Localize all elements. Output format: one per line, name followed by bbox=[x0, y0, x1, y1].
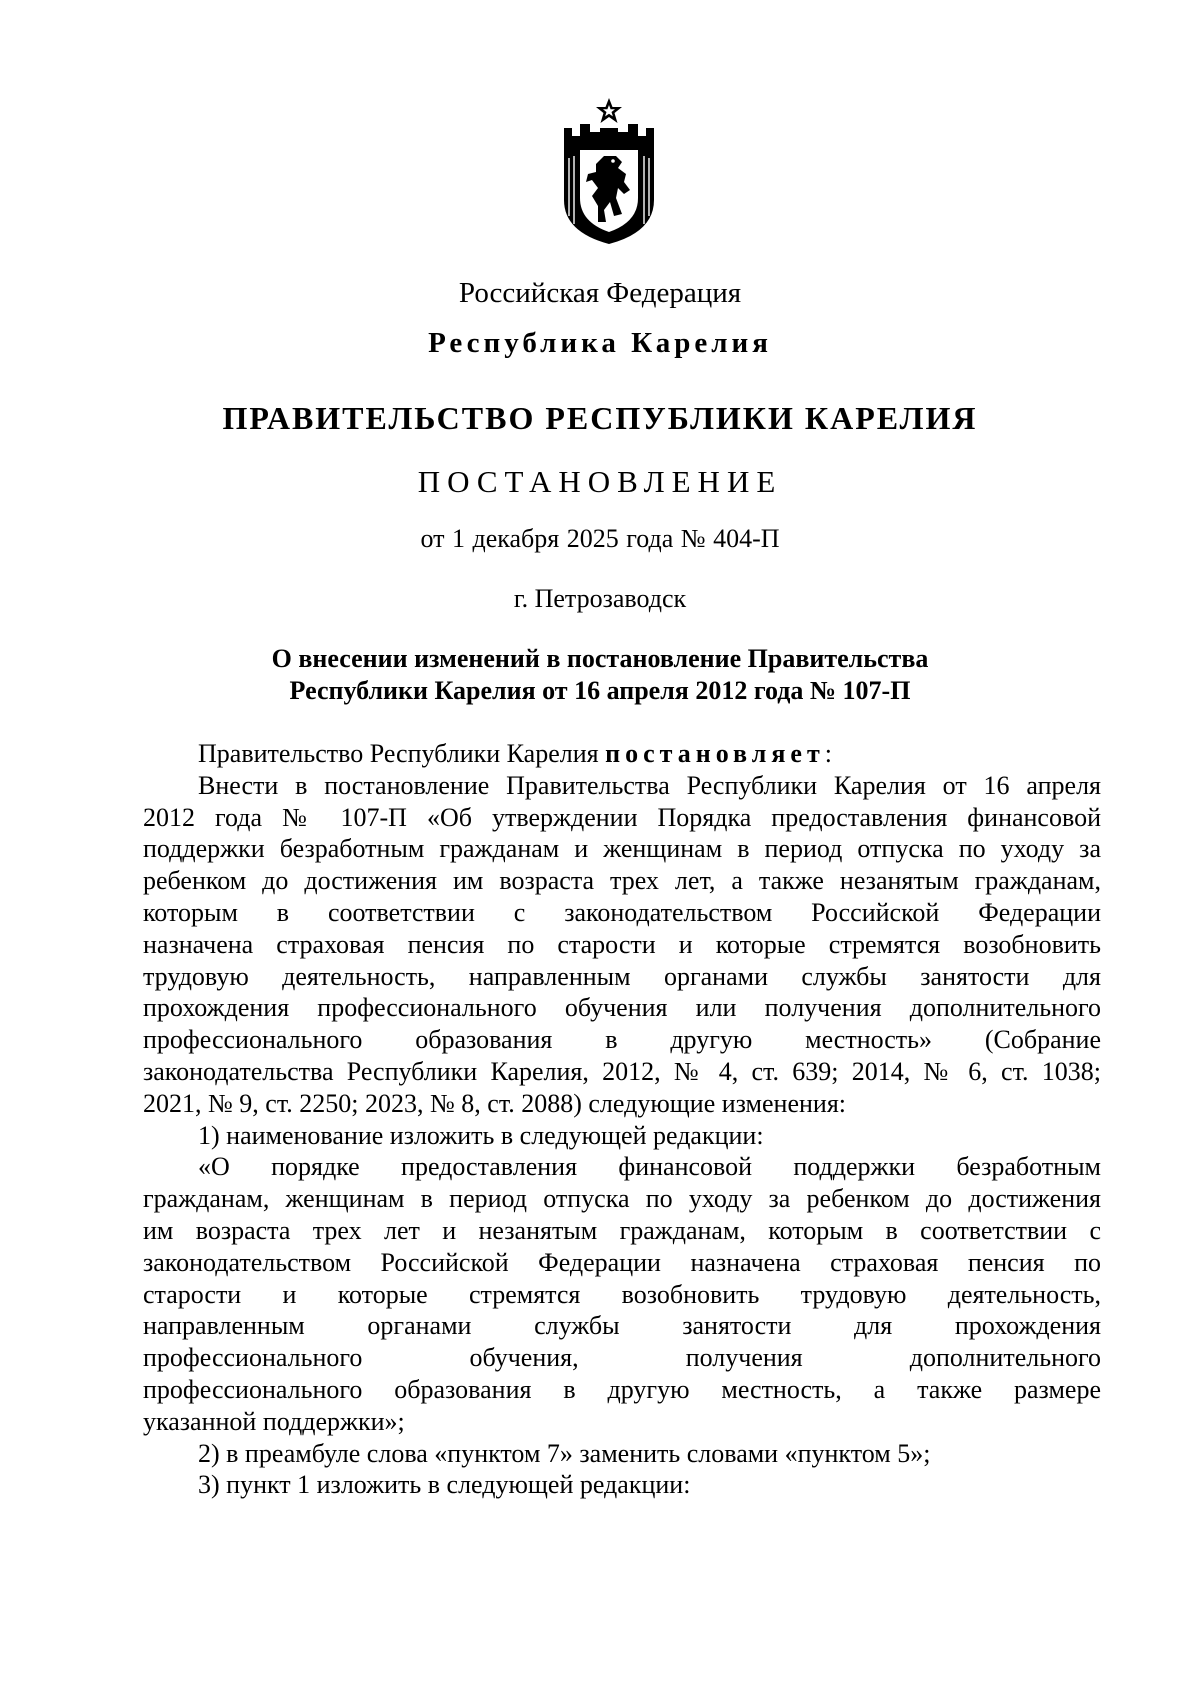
intro-emphasis: постановляет bbox=[605, 739, 825, 768]
body-line: Внести в постановление Правительства Республики Карелия от 16 апреля bbox=[198, 770, 1101, 800]
body-line: профессионального образования в другую местность» (Собрание bbox=[143, 1025, 1101, 1055]
intro-prefix: Правительство Республики Карелия bbox=[198, 739, 606, 768]
body-line: ребенком до достижения им возраста трех лет, а также незанятым гражданам, bbox=[143, 866, 1101, 896]
body-line: 1) наименование изложить в следующей редакции: bbox=[198, 1120, 764, 1150]
intro-line bbox=[143, 738, 1101, 770]
body-line: назначена страховая пенсия по старости и которые стремятся возобновить bbox=[143, 929, 1101, 959]
body-line: которым в соответствии с законодательством Российской Федерации bbox=[143, 897, 1101, 927]
document-city: г. Петрозаводск bbox=[513, 584, 687, 613]
intro-suffix: : bbox=[824, 739, 832, 768]
body-line: им возраста трех лет и незанятым гражданам, которым в соответствии с bbox=[143, 1215, 1101, 1245]
body-line: профессионального обучения, получения дополнительного bbox=[143, 1343, 1101, 1373]
body-line: профессионального образования в другую местность, а также размере bbox=[143, 1374, 1101, 1404]
body-line: гражданам, женщинам в период отпуска по уходу за ребенком до достижения bbox=[143, 1184, 1101, 1214]
body-line: трудовую деятельность, направленным органами службы занятости для bbox=[143, 961, 1101, 991]
body-line: поддержки безработным гражданам и женщинам в период отпуска по уходу за bbox=[143, 834, 1101, 864]
country-name: Российская Федерация bbox=[458, 277, 742, 309]
body-line: 2) в преамбуле слова «пунктом 7» заменить словами «пунктом 5»; bbox=[198, 1438, 931, 1468]
body-line: 2021, № 9, ст. 2250; 2023, № 8, ст. 2088) следующие изменения: bbox=[143, 1088, 847, 1118]
title-line: О внесении изменений в постановление Правительства bbox=[271, 644, 929, 673]
body-line: прохождения профессионального обучения или получения дополнительного bbox=[143, 993, 1101, 1023]
body-line: «О порядке предоставления финансовой поддержки безработным bbox=[198, 1152, 1101, 1182]
body-line: 2012 года № 107-П «Об утверждении Порядка предоставления финансовой bbox=[143, 802, 1101, 832]
body-line: законодательством Российской Федерации назначена страховая пенсия по bbox=[143, 1247, 1101, 1277]
title-line: Республики Карелия от 16 апреля 2012 года № 107-П bbox=[289, 676, 911, 705]
document-title bbox=[0, 643, 1200, 707]
body-line: указанной поддержки»; bbox=[143, 1406, 405, 1436]
body-line: направленным органами службы занятости для прохождения bbox=[143, 1311, 1101, 1341]
body-line: 3) пункт 1 изложить в следующей редакции: bbox=[198, 1470, 691, 1500]
government-name: ПРАВИТЕЛЬСТВО РЕСПУБЛИКИ КАРЕЛИЯ bbox=[222, 400, 978, 436]
document-type: ПОСТАНОВЛЕНИЕ bbox=[417, 464, 783, 499]
republic-name: Республика Карелия bbox=[428, 327, 772, 359]
karelia-coat-of-arms-icon bbox=[560, 98, 658, 246]
document-body bbox=[143, 738, 1101, 1501]
document-date-number: от 1 декабря 2025 года № 404-П bbox=[420, 524, 780, 553]
body-line: старости и которые стремятся возобновить трудовую деятельность, bbox=[143, 1279, 1101, 1309]
body-line: законодательства Республики Карелия, 2012, № 4, ст. 639; 2014, № 6, ст. 1038; bbox=[143, 1056, 1101, 1086]
